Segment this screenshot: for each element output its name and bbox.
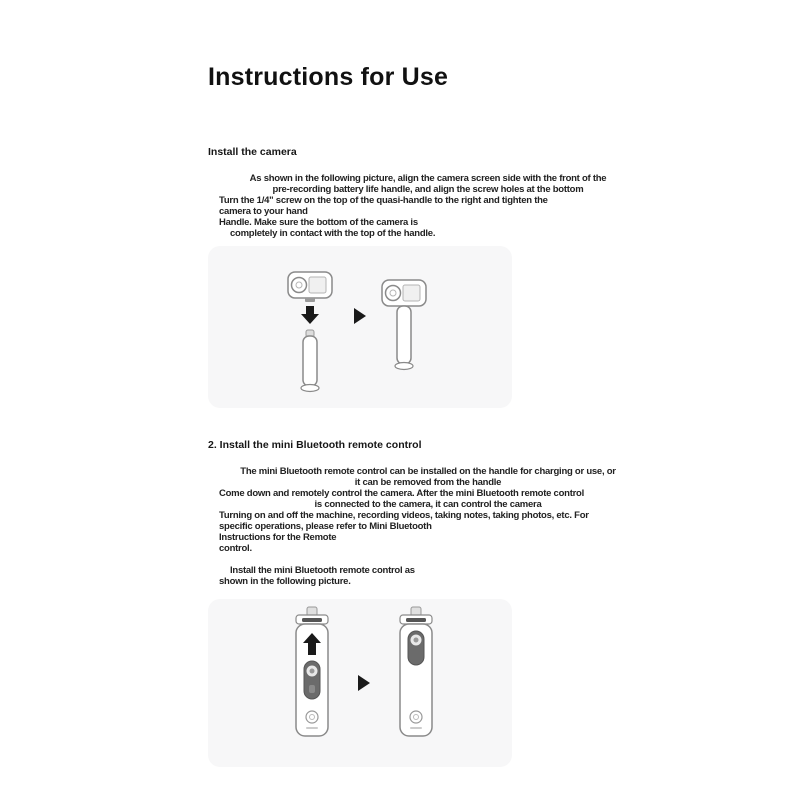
body-line: Handle. Make sure the bottom of the camera is [219,217,418,228]
body-line: Turning on and off the machine, recording videos, taking notes, taking photos, etc. For [219,510,589,521]
body-line: Instructions for the Remote [219,532,337,543]
camera-mount-icon [305,298,315,302]
body-line: shown in the following picture. [219,576,351,587]
body-line: is connected to the camera, it can control the camera [314,499,542,510]
remote-control-icon [408,631,424,665]
assembled-camera-handle-icon [382,280,426,370]
body-line: it can be removed from the handle [354,477,502,488]
body-line: As shown in the following picture, align the camera screen side with the front of the [249,173,607,184]
remote-control-icon [304,661,320,699]
section1-body [208,173,648,239]
illustration-panel-remote-install [208,599,512,767]
power-button-icon [306,711,318,723]
illustration-panel-camera-install [208,246,512,408]
camera-lens-icon [292,278,307,293]
handle-icon [301,330,319,392]
handle-with-remote-docked-icon [400,607,432,736]
next-arrow-icon [358,675,370,691]
camera-install-diagram [208,246,512,408]
detached-camera-icon [288,272,332,302]
section1-heading: Install the camera [208,146,297,158]
content-column [208,0,648,767]
body-line: specific operations, please refer to Mini Bluetooth [219,521,432,532]
next-arrow-icon [354,308,366,324]
section2-body [208,466,648,554]
body-line: pre-recording battery life handle, and align the screw holes at the bottom [272,184,584,195]
handle-with-remote-icon [296,607,328,736]
body-line: camera to your hand [219,206,308,217]
page-title: Instructions for Use [208,63,449,91]
body-line: control. [219,543,252,554]
section2-heading: 2. Install the mini Bluetooth remote control [208,439,422,451]
body-line: Install the mini Bluetooth remote control as [230,565,415,576]
down-arrow-icon [301,306,319,324]
section2-body-2 [208,565,648,587]
body-line: Turn the 1/4" screw on the top of the quasi-handle to the right and tighten the [219,195,548,206]
remote-install-diagram [208,599,512,767]
body-line: completely in contact with the top of the handle. [230,228,436,239]
power-button-icon [410,711,422,723]
clamp-slot-icon [302,618,322,622]
body-line: The mini Bluetooth remote control can be installed on the handle for charging or use, or [240,466,616,477]
camera-screen-icon [309,277,326,293]
body-line: Come down and remotely control the camera. After the mini Bluetooth remote control [219,488,585,499]
clamp-slot-icon [406,618,426,622]
